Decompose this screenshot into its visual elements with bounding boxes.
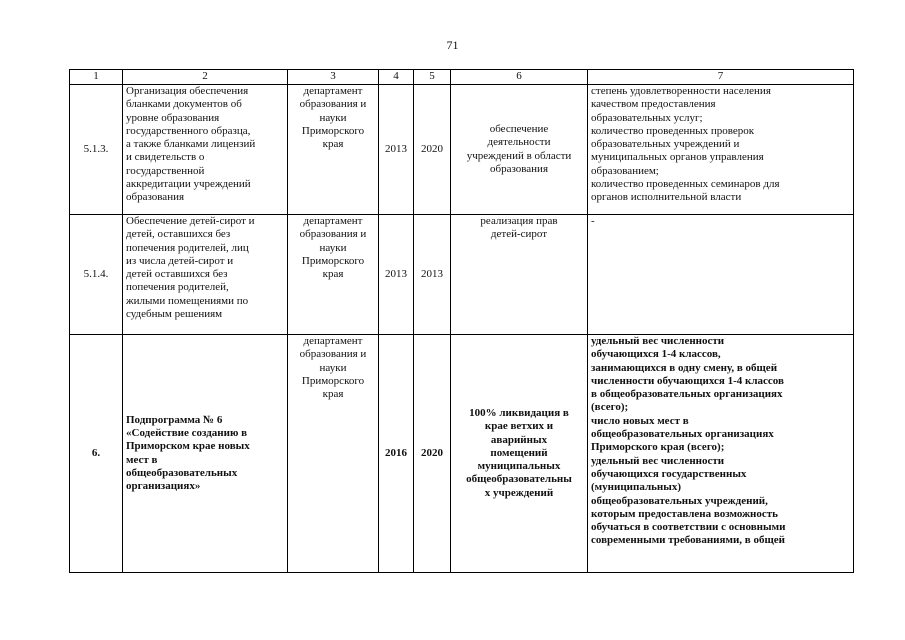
row-end-year: 2020 — [414, 85, 451, 215]
table-row — [70, 85, 854, 215]
column-header: 7 — [588, 70, 854, 85]
row-number: 6. — [70, 335, 123, 573]
row-executor: департамент образования и науки Приморского края — [288, 335, 379, 573]
column-header: 6 — [451, 70, 588, 85]
column-header: 4 — [379, 70, 414, 85]
row-number: 5.1.3. — [70, 85, 123, 215]
row-executor: департамент образования и науки Приморского края — [288, 215, 379, 335]
header-row — [70, 70, 854, 85]
row-result: 100% ликвидация в крае ветхих и аварийных помещений муниципальных общеобразовательны х учреждений — [451, 335, 588, 573]
row-title: Организация обеспечения бланками документов об уровне образования государственного образца, а также бланками лицензий и свидетельств о государственной аккредитации учреждений образования — [123, 85, 288, 215]
row-start-year: 2013 — [379, 85, 414, 215]
row-end-year: 2020 — [414, 335, 451, 573]
row-start-year: 2016 — [379, 335, 414, 573]
column-header: 2 — [123, 70, 288, 85]
program-table — [69, 69, 854, 573]
row-indicators: степень удовлетворенности населения качеством предоставления образовательных услуг; количество проведенных проверок образовательных учреждений и муниципальных органов управления образованием; количество проведенных семинаров для органов исполнительной власти — [588, 85, 854, 215]
row-end-year: 2013 — [414, 215, 451, 335]
row-title: Обеспечение детей-сирот и детей, оставшихся без попечения родителей, лиц из числа детей-сирот и детей оставшихся без попечения родителей, жилыми помещениями по судебным решениям — [123, 215, 288, 335]
row-result: реализация прав детей-сирот — [451, 215, 588, 335]
row-indicators: удельный вес численности обучающихся 1-4 классов, занимающихся в одну смену, в общей численности обучающихся 1-4 классов в общеобразовательных организациях (всего); число новых мест в общеобразовательных организациях Приморского края (всего); удельный вес численности обучающихся государственных (муниципальных) общеобразовательных учреждений, которым предоставлена возможность обучаться в соответствии с основными современными требованиями, в общей — [588, 335, 854, 573]
table-row — [70, 215, 854, 335]
row-title: Подпрограмма № 6 «Содействие созданию в Приморском крае новых мест в общеобразовательных организациях» — [123, 335, 288, 573]
row-indicators: - — [588, 215, 854, 335]
column-header: 3 — [288, 70, 379, 85]
column-header: 5 — [414, 70, 451, 85]
page-number: 71 — [446, 38, 459, 52]
row-start-year: 2013 — [379, 215, 414, 335]
row-number: 5.1.4. — [70, 215, 123, 335]
column-header: 1 — [70, 70, 123, 85]
row-result: обеспечение деятельности учреждений в области образования — [451, 85, 588, 215]
row-executor: департамент образования и науки Приморского края — [288, 85, 379, 215]
table-row — [70, 335, 854, 573]
